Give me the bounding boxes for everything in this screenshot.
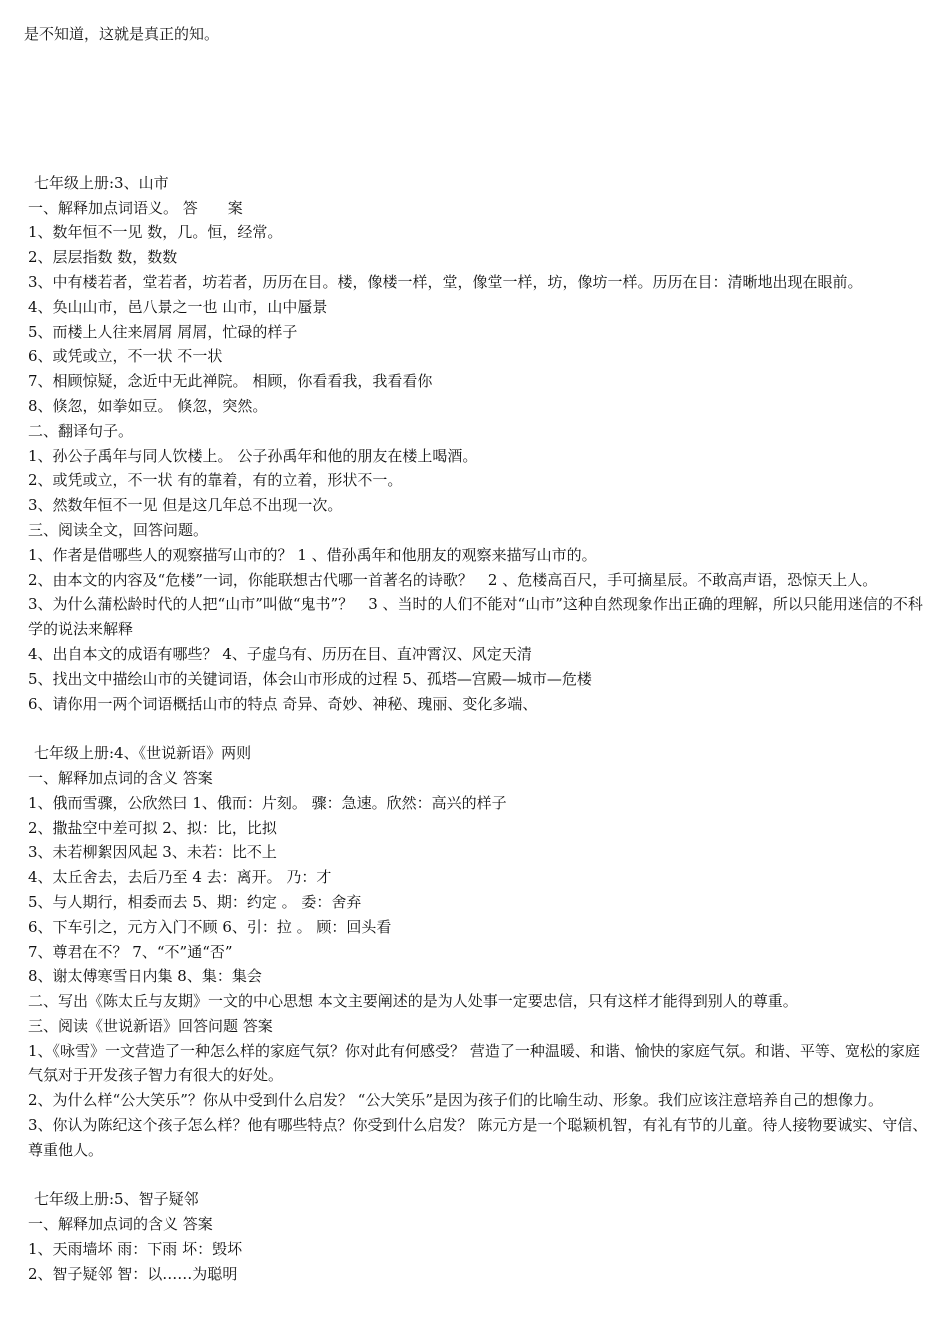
section-title: 七年级上册:5、智子疑邻: [34, 1190, 199, 1209]
text-line: 5、与人期行，相委而去 5、期：约定 。 委：舍弃: [28, 892, 362, 911]
text-line: 6、或凭或立，不一状 不一状: [28, 347, 223, 366]
section-shishuoxinyu: [24, 741, 934, 1163]
text-line: 1、天雨墙坏 雨：下雨 坏：毁坏: [28, 1240, 243, 1259]
section-shanshi: [24, 171, 934, 717]
text-line: 4、奂山山市，邑八景之一也 山市，山中蜃景: [28, 297, 328, 316]
section-zhiziyilin: [24, 1187, 934, 1286]
text-line: 3、未若柳絮因风起 3、未若：比不上: [28, 843, 277, 862]
spacer: [24, 47, 934, 171]
spacer: [24, 1163, 934, 1188]
text-line: 6、请你用一两个词语概括山市的特点 奇异、奇妙、神秘、瑰丽、变化多端、: [28, 694, 538, 713]
text-line: 3、然数年恒不一见 但是这几年总不出现一次。: [28, 496, 343, 515]
section-title: 七年级上册:4、《世说新语》两则: [34, 744, 252, 763]
text-line: 1、孙公子禹年与同人饮楼上。 公子孙禹年和他的朋友在楼上喝酒。: [28, 446, 478, 465]
text-line: 4、太丘舍去，去后乃至 4 去：离开。 乃：才: [28, 868, 332, 887]
text-line: 三、阅读全文，回答问题。: [28, 520, 209, 539]
text-line: 2、为什么样“公大笑乐”？你从中受到什么启发？ “公大笑乐”是因为孩子们的比喻生动、形象。我们应该注意培养自己的想像力。: [28, 1091, 883, 1110]
text-line: 3、为什么蒲松龄时代的人把“山市”叫做“鬼书”？ 3 、当时的人们不能对“山市”这种自然现象作出正确的理解，所以只能用迷信的不科学的说法来解释: [28, 595, 923, 639]
spacer: [24, 716, 934, 741]
text-line: 5、而楼上人往来屑屑 屑屑，忙碌的样子: [28, 322, 298, 341]
text-line: 7、尊君在不？ 7、“不”通“否”: [28, 942, 233, 961]
text-line: 2、撒盐空中差可拟 2、拟：比，比拟: [28, 818, 277, 837]
text-line: 1、作者是借哪些人的观察描写山市的？ 1 、借孙禹年和他朋友的观察来描写山市的。: [28, 545, 597, 564]
text-line: 1、俄而雪骤，公欣然曰 1、俄而：片刻。 骤：急速。欣然：高兴的样子: [28, 793, 507, 812]
text-line: 一、解释加点词的含义 答案: [28, 768, 213, 787]
text-line: 7、相顾惊疑，念近中无此禅院。 相顾，你看看我，我看看你: [28, 372, 433, 391]
text-line: 3、中有楼若者，堂若者，坊若者，历历在目。楼，像楼一样，堂，像堂一样，坊，像坊一样。历历在目：清晰地出现在眼前。: [28, 272, 863, 291]
text-line: 2、或凭或立，不一状 有的靠着，有的立着，形状不一。: [28, 471, 403, 490]
text-line: 4、出自本文的成语有哪些？ 4、子虚乌有、历历在目、直冲霄汉、风定天清: [28, 644, 532, 663]
document-page: [24, 22, 934, 1287]
text-line: 2、层层指数 数，数数: [28, 248, 178, 267]
text-line: 1、《咏雪》一文营造了一种怎么样的家庭气氛？你对此有何感受？ 营造了一种温暖、和谐、愉快的家庭气氛。和谐、平等、宽松的家庭气氛对于开发孩子智力有很大的好处。: [28, 1041, 920, 1085]
text-line: 3、你认为陈纪这个孩子怎么样？他有哪些特点？你受到什么启发？ 陈元方是一个聪颖机智，有礼有节的儿童。待人接物要诚实、守信、尊重他人。: [28, 1116, 928, 1159]
text-line: 5、找出文中描绘山市的关键词语，体会山市形成的过程 5、孤塔—宫殿—城市—危楼: [28, 669, 592, 688]
text-line: 二、写出《陈太丘与友期》一文的中心思想 本文主要阐述的是为人处事一定要忠信，只有这样才能得到别人的尊重。: [28, 992, 798, 1011]
text-line: 2、智子疑邻 智：以……为聪明: [28, 1264, 238, 1283]
text-line: 一、解释加点词语义。 答 案: [28, 198, 243, 217]
text-line: 一、解释加点词的含义 答案: [28, 1215, 213, 1234]
text-line: 8、倏忽，如拳如豆。 倏忽，突然。: [28, 396, 268, 415]
text-line: 6、下车引之，元方入门不顾 6、引：拉 。 顾：回头看: [28, 917, 392, 936]
section-title: 七年级上册:3、山市: [34, 173, 169, 192]
intro-line: 是不知道，这就是真正的知。: [24, 25, 220, 43]
text-line: 1、数年恒不一见 数，几。恒，经常。: [28, 223, 283, 242]
text-line: 二、翻译句子。: [28, 421, 134, 440]
text-line: 8、谢太傅寒雪日内集 8、集：集会: [28, 967, 262, 986]
text-line: 三、阅读《世说新语》回答问题 答案: [28, 1016, 273, 1035]
text-line: 2、由本文的内容及“危楼”一词，你能联想古代哪一首著名的诗歌？ 2 、危楼高百尺，手可摘星辰。不敢高声语，恐惊天上人。: [28, 570, 878, 589]
